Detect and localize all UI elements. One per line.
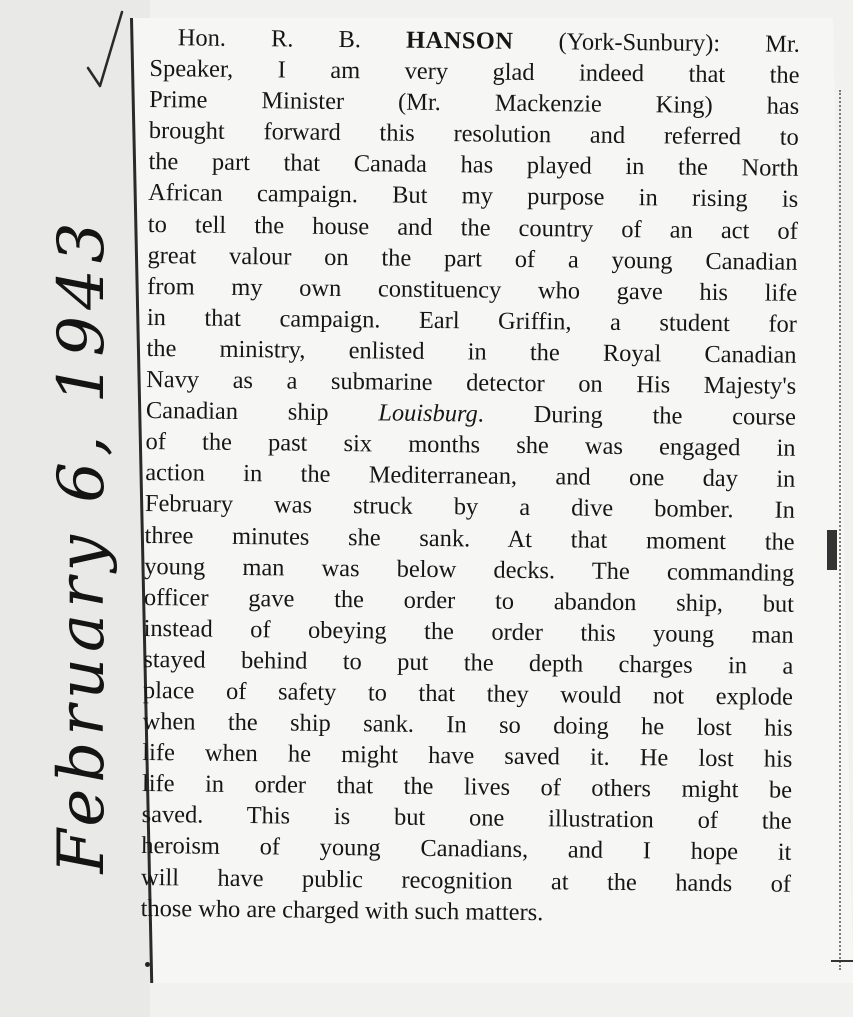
article-line: Prime Minister (Mr. Mackenzie King) has [149, 86, 800, 120]
article-line: three minutes she sank. At that moment the [144, 521, 795, 556]
article-line: those who are charged with such matters. [140, 894, 544, 926]
article-line: will have public recognition at the hands of [140, 863, 792, 898]
line-segment: Canadian ship [145, 397, 379, 427]
speaker-name: HANSON [405, 26, 514, 55]
article-line: life when he might have saved it. He lost his [142, 739, 793, 773]
article-line: stayed behind to put the depth charges in a [143, 645, 794, 680]
article-line: to tell the house and the country of an act of [147, 210, 798, 245]
edge-smudge [827, 530, 837, 570]
article-line: action in the Mediterranean, and one day in [145, 459, 796, 494]
check-mark-icon [86, 8, 126, 98]
article-line: Navy as a submarine detector on His Majesty's [146, 366, 797, 400]
article-line: place of safety to that they would not explode [142, 676, 794, 711]
line-segment: . During the course [477, 400, 797, 431]
edge-dash [831, 960, 853, 962]
article-line: February was struck by a dive bomber. In [144, 490, 796, 525]
speaker-honorific: Hon. R. B. [177, 24, 407, 54]
article-line: from my own constituency who gave his life [147, 272, 798, 307]
article-line: Speaker, I am very glad indeed that the [149, 55, 800, 89]
handwritten-date: February 6, 1943 [45, 216, 119, 874]
article-line: of the past six months she was engaged in [145, 428, 796, 463]
bullet-dot [145, 962, 150, 967]
article-line: African campaign. But my purpose in rising is [148, 179, 799, 214]
article-line: officer gave the order to abandon ship, but [143, 583, 795, 618]
article-line: the ministry, enlisted in the Royal Canadian [146, 334, 797, 369]
article-line: great valour on the part of a young Canadian [147, 241, 798, 276]
speaker-riding: (York-Sunbury): Mr. [513, 27, 800, 58]
article-line: young man was below decks. The commanding [144, 552, 795, 587]
handwritten-date-annotation [22, 216, 142, 874]
article-line: in that campaign. Earl Griffin, a student for [146, 303, 798, 338]
article-line: the part that Canada has played in the North [148, 148, 799, 183]
article-text [141, 22, 800, 930]
article-line: heroism of young Canadians, and I hope it [141, 832, 792, 867]
article-line: when the ship sank. In so doing he lost his [142, 708, 793, 742]
article-line: saved. This is but one illustration of the [141, 801, 792, 836]
article-line: brought forward this resolution and referred to [148, 117, 799, 152]
article-line: life in order that the lives of others might be [141, 770, 793, 805]
ship-name: Louisburg [378, 399, 478, 428]
article-line: instead of obeying the order this young man [143, 614, 794, 649]
